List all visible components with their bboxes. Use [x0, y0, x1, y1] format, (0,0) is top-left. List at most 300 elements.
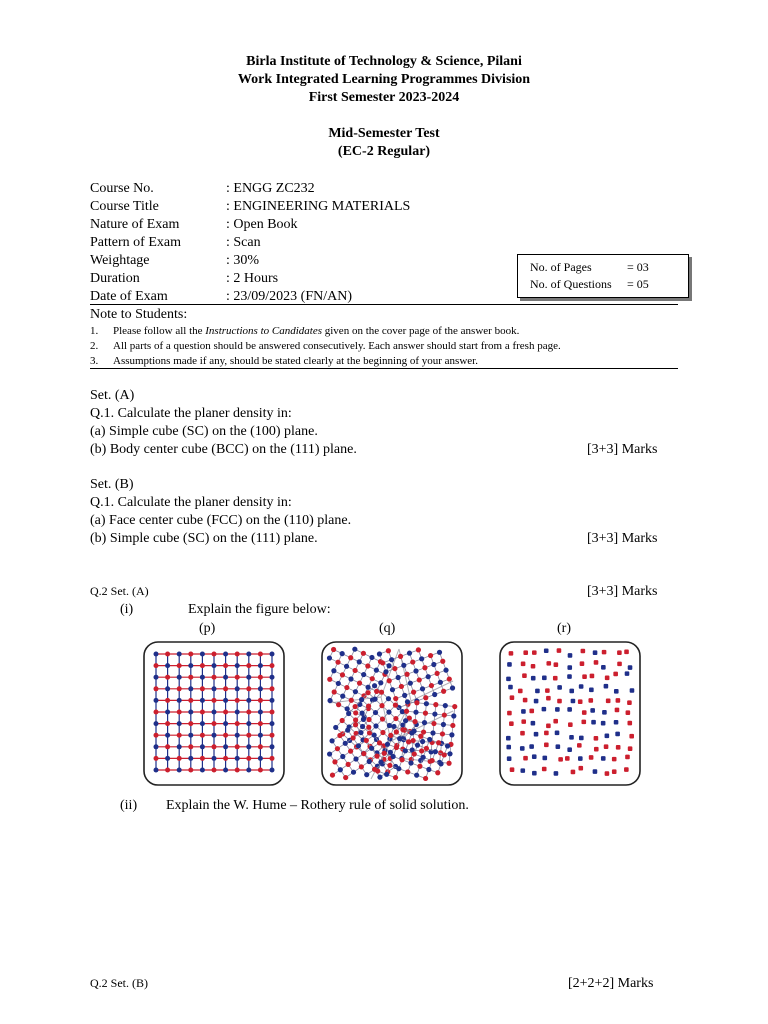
atom	[177, 663, 182, 668]
atom	[235, 663, 240, 668]
atom	[624, 767, 629, 772]
atom	[177, 721, 182, 726]
atom	[270, 721, 275, 726]
date-of-exam-value: : 23/09/2023 (FN/AN)	[226, 289, 352, 304]
atom	[165, 698, 170, 703]
atom	[372, 732, 377, 737]
note-2-num: 2.	[90, 340, 99, 352]
atom	[624, 650, 629, 655]
atom	[246, 698, 251, 703]
questions-value: = 05	[627, 277, 649, 291]
atom	[235, 768, 240, 773]
atom	[582, 674, 587, 679]
atom	[578, 766, 583, 771]
atom	[389, 657, 394, 662]
atom	[367, 759, 372, 764]
atom	[212, 744, 217, 749]
atom	[327, 698, 332, 703]
atom	[387, 678, 392, 683]
atom	[510, 695, 515, 700]
atom	[235, 721, 240, 726]
atom	[606, 699, 611, 704]
atom	[154, 686, 159, 691]
atom	[359, 697, 364, 702]
atom	[426, 767, 431, 772]
atom	[408, 760, 413, 765]
atom	[450, 685, 455, 690]
atom	[441, 689, 446, 694]
atom	[616, 698, 621, 703]
atom	[200, 686, 205, 691]
atom	[246, 710, 251, 715]
atom	[361, 651, 366, 656]
atom	[432, 711, 437, 716]
atom	[617, 662, 622, 667]
atom	[366, 703, 371, 708]
atom	[589, 755, 594, 760]
atom	[336, 681, 341, 686]
atom	[235, 652, 240, 657]
atom	[369, 655, 374, 660]
atom	[338, 767, 343, 772]
atom	[617, 650, 622, 655]
atom	[177, 698, 182, 703]
atom	[578, 756, 583, 761]
course-title-value: : ENGINEERING MATERIALS	[226, 199, 411, 214]
atom	[177, 686, 182, 691]
course-no-label: Course No.	[90, 181, 154, 196]
atom	[235, 675, 240, 680]
atom	[188, 675, 193, 680]
atom	[345, 706, 350, 711]
course-title-label: Course Title	[90, 199, 159, 214]
atom	[393, 775, 398, 780]
atom	[578, 699, 583, 704]
atom	[188, 652, 193, 657]
date-of-exam-label: Date of Exam	[90, 289, 168, 304]
atom	[212, 675, 217, 680]
pattern-of-exam-value: : Scan	[226, 235, 261, 250]
atom	[614, 720, 619, 725]
atom	[612, 757, 617, 762]
atom	[615, 708, 620, 713]
atom	[329, 738, 334, 743]
atom	[447, 676, 452, 681]
atom	[523, 650, 528, 655]
atom	[369, 746, 374, 751]
pages-value: = 03	[627, 260, 649, 274]
q1-set-a-part-b: (b) Body center cube (BCC) on the (111) plane.	[90, 442, 357, 457]
atom	[165, 721, 170, 726]
atom	[614, 689, 619, 694]
pages-label: No. of Pages	[530, 260, 592, 274]
atom	[258, 756, 263, 761]
atom	[531, 664, 536, 669]
q2-set-a-marks: [3+3] Marks	[587, 584, 658, 599]
atom	[223, 710, 228, 715]
atom	[353, 756, 358, 761]
atom	[223, 768, 228, 773]
atom	[420, 739, 425, 744]
atom	[387, 723, 392, 728]
atom	[411, 738, 416, 743]
atom	[554, 662, 559, 667]
atom	[522, 673, 527, 678]
atom	[270, 756, 275, 761]
atom	[406, 739, 411, 744]
atom	[628, 665, 633, 670]
atom	[422, 720, 427, 725]
atom	[403, 748, 408, 753]
atom	[332, 689, 337, 694]
q1-set-b-label: Set. (B)	[90, 477, 134, 492]
figure-label-r: (r)	[557, 621, 571, 636]
q1-set-a-prompt: Q.1. Calculate the planer density in:	[90, 406, 292, 421]
atom	[446, 761, 451, 766]
atom	[212, 686, 217, 691]
atom	[165, 663, 170, 668]
atom	[344, 664, 349, 669]
atom	[396, 766, 401, 771]
atom	[529, 709, 534, 714]
atom	[366, 717, 371, 722]
atom	[353, 668, 358, 673]
atom	[445, 743, 450, 748]
atom	[450, 723, 455, 728]
atom	[441, 722, 446, 727]
atom	[378, 760, 383, 765]
atom	[442, 752, 447, 757]
atom	[521, 661, 526, 666]
atom	[391, 754, 396, 759]
atom	[344, 685, 349, 690]
atom	[521, 709, 526, 714]
atom	[373, 723, 378, 728]
atom	[365, 690, 370, 695]
atom	[212, 663, 217, 668]
atom	[417, 677, 422, 682]
atom	[509, 651, 514, 656]
atom	[506, 677, 511, 682]
atom	[357, 702, 362, 707]
atom	[188, 710, 193, 715]
atom	[399, 684, 404, 689]
atom	[567, 707, 572, 712]
atom	[246, 756, 251, 761]
atom	[509, 721, 514, 726]
atom	[531, 676, 536, 681]
atom	[327, 677, 332, 682]
atom	[436, 740, 441, 745]
atom	[518, 689, 523, 694]
q1-set-b-part-b: (b) Simple cube (SC) on the (111) plane.	[90, 531, 318, 546]
atom	[396, 675, 401, 680]
atom	[593, 769, 598, 774]
atom	[616, 745, 621, 750]
atom	[373, 710, 378, 715]
atom	[154, 663, 159, 668]
atom	[353, 717, 358, 722]
atom	[402, 693, 407, 698]
atom	[386, 709, 391, 714]
atom	[557, 685, 562, 690]
atom	[419, 656, 424, 661]
atom	[223, 733, 228, 738]
atom	[177, 733, 182, 738]
atom	[154, 756, 159, 761]
atom	[420, 686, 425, 691]
atom	[380, 716, 385, 721]
atom	[360, 724, 365, 729]
atom	[337, 733, 342, 738]
atom	[365, 663, 370, 668]
atom	[625, 671, 630, 676]
atom	[188, 698, 193, 703]
atom	[382, 751, 387, 756]
atom	[270, 686, 275, 691]
figure-r-random-solid-solution	[499, 641, 641, 786]
atom	[154, 733, 159, 738]
atom	[270, 733, 275, 738]
atom	[343, 741, 348, 746]
atom	[581, 649, 586, 654]
atom	[366, 685, 371, 690]
atom	[246, 744, 251, 749]
q2-set-b-marks: [2+2+2] Marks	[568, 976, 654, 991]
atom	[523, 756, 528, 761]
atom	[604, 744, 609, 749]
atom	[506, 745, 511, 750]
atom	[544, 731, 549, 736]
atom	[582, 710, 587, 715]
atom	[379, 690, 384, 695]
semester: First Semester 2023-2024	[308, 90, 460, 105]
atom	[415, 743, 420, 748]
atom	[340, 672, 345, 677]
atom	[235, 756, 240, 761]
atom	[154, 710, 159, 715]
atom	[377, 651, 382, 656]
atom	[532, 650, 537, 655]
atom	[590, 674, 595, 679]
figure-label-q: (q)	[379, 621, 396, 636]
atom	[349, 698, 354, 703]
division-name: Work Integrated Learning Programmes Division	[237, 72, 531, 87]
atom	[258, 744, 263, 749]
atom	[235, 698, 240, 703]
atom	[568, 722, 573, 727]
q2-set-b-label: Q.2 Set. (B)	[90, 976, 148, 990]
atom	[407, 651, 412, 656]
atom	[452, 704, 457, 709]
atom	[393, 696, 398, 701]
atom	[545, 688, 550, 693]
note-1: Please follow all the Instructions to Candidates given on the cover page of the answer book.	[113, 325, 520, 337]
atom	[327, 751, 332, 756]
atom	[569, 689, 574, 694]
atom	[357, 681, 362, 686]
atom	[553, 676, 558, 681]
atom	[567, 665, 572, 670]
atom	[405, 769, 410, 774]
atom	[594, 736, 599, 741]
atom	[449, 732, 454, 737]
atom	[165, 744, 170, 749]
atom	[555, 707, 560, 712]
atom	[594, 747, 599, 752]
q1-set-b-marks: [3+3] Marks	[587, 531, 658, 546]
atom	[223, 698, 228, 703]
atom	[627, 700, 632, 705]
atom	[200, 768, 205, 773]
atom	[625, 755, 630, 760]
atom	[246, 733, 251, 738]
atom	[246, 663, 251, 668]
atom	[335, 660, 340, 665]
atom	[177, 710, 182, 715]
atom	[412, 719, 417, 724]
atom	[630, 688, 635, 693]
atom	[340, 651, 345, 656]
atom	[424, 701, 429, 706]
institute-name: Birla Institute of Technology & Science, Pilani	[246, 54, 522, 69]
atom	[590, 708, 595, 713]
atom	[258, 652, 263, 657]
atom	[529, 744, 534, 749]
course-no-value: : ENGG ZC232	[226, 181, 315, 196]
weightage-label: Weightage	[90, 253, 150, 268]
atom	[258, 675, 263, 680]
atom	[410, 659, 415, 664]
atom	[403, 718, 408, 723]
atom	[520, 768, 525, 773]
atom	[223, 686, 228, 691]
atom	[594, 660, 599, 665]
atom	[165, 756, 170, 761]
atom	[200, 698, 205, 703]
atom	[388, 733, 393, 738]
atom	[212, 721, 217, 726]
atom	[361, 672, 366, 677]
atom	[424, 746, 429, 751]
atom	[177, 652, 182, 657]
atom	[447, 751, 452, 756]
atom	[270, 710, 275, 715]
atom	[568, 653, 573, 658]
atom	[361, 751, 366, 756]
atom	[534, 732, 539, 737]
atom	[377, 740, 382, 745]
atom	[235, 710, 240, 715]
atom	[601, 665, 606, 670]
atom	[384, 772, 389, 777]
atom	[423, 776, 428, 781]
atom	[409, 730, 414, 735]
atom	[380, 660, 385, 665]
atom	[353, 689, 358, 694]
atom	[343, 775, 348, 780]
atom	[555, 730, 560, 735]
atom	[223, 744, 228, 749]
atom	[553, 719, 558, 724]
atom	[379, 703, 384, 708]
atom	[188, 768, 193, 773]
atom	[612, 769, 617, 774]
atom	[270, 663, 275, 668]
atom	[580, 661, 585, 666]
atom	[358, 730, 363, 735]
atom	[569, 735, 574, 740]
atom	[542, 707, 547, 712]
atom	[440, 731, 445, 736]
atom	[375, 768, 380, 773]
figure-q-polycrystal	[321, 641, 463, 786]
q1-set-b-part-a: (a) Face center cube (FCC) on the (110) plane.	[90, 513, 352, 528]
atom	[361, 717, 366, 722]
atom	[348, 676, 353, 681]
atom	[356, 743, 361, 748]
atom	[605, 676, 610, 681]
atom	[346, 711, 351, 716]
atom	[391, 724, 396, 729]
atom	[542, 676, 547, 681]
atom	[200, 675, 205, 680]
figure-p-ordered-lattice	[143, 641, 285, 786]
atom	[200, 744, 205, 749]
atom	[416, 647, 421, 652]
atom	[331, 668, 336, 673]
atom	[429, 683, 434, 688]
atom	[588, 698, 593, 703]
atom	[165, 710, 170, 715]
atom	[602, 710, 607, 715]
atom	[605, 733, 610, 738]
atom	[177, 768, 182, 773]
atom	[200, 710, 205, 715]
atom	[200, 663, 205, 668]
atom	[426, 674, 431, 679]
atom	[440, 659, 445, 664]
atom	[546, 696, 551, 701]
atom	[544, 648, 549, 653]
q1-set-b-prompt: Q.1. Calculate the planer density in:	[90, 495, 292, 510]
atom	[546, 661, 551, 666]
atom	[419, 748, 424, 753]
atom	[438, 680, 443, 685]
divider-top	[90, 304, 678, 305]
atom	[601, 721, 606, 726]
atom	[223, 756, 228, 761]
atom	[589, 687, 594, 692]
atom	[581, 720, 586, 725]
atom	[372, 683, 377, 688]
atom	[258, 663, 263, 668]
atom	[353, 722, 358, 727]
atom	[200, 721, 205, 726]
atom	[394, 745, 399, 750]
note-1-num: 1.	[90, 325, 99, 337]
atom	[571, 699, 576, 704]
atom	[510, 767, 515, 772]
atom	[414, 773, 419, 778]
atom	[401, 663, 406, 668]
atom	[357, 659, 362, 664]
duration-label: Duration	[90, 271, 140, 286]
atom	[188, 663, 193, 668]
atom	[435, 770, 440, 775]
atom	[270, 698, 275, 703]
q2-part-ii-text: Explain the W. Hume – Rothery rule of solid solution.	[166, 798, 469, 813]
